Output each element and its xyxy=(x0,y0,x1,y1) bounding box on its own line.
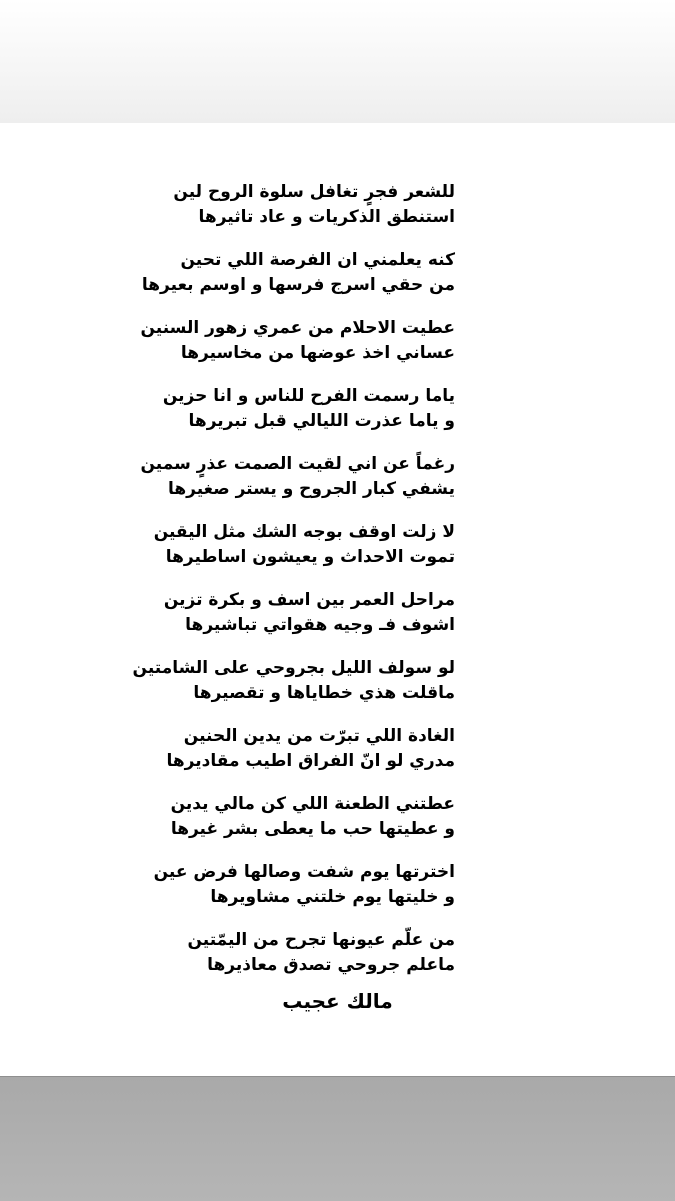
poem-line: اخترتها يوم شفت وصالها فرض عين xyxy=(153,862,455,882)
poem-line: كنه يعلمني ان الفرصة اللي تحين xyxy=(180,250,455,270)
poem-page xyxy=(0,123,675,1076)
stanza-10 xyxy=(135,792,455,860)
poem-line: ياما رسمت الفرح للناس و انا حزين xyxy=(162,386,455,406)
poem-line: مراحل العمر بين اسف و بكرة تزين xyxy=(163,590,455,610)
poem-line: من علّم عيونها تجرح من اليمّتين xyxy=(187,930,455,950)
stanza-4 xyxy=(135,384,455,452)
poem-line: و ياما عذرت الليالي قبل تبريرها xyxy=(188,411,455,431)
stanza-9 xyxy=(135,724,455,792)
stanza-7 xyxy=(135,588,455,656)
stanza-6 xyxy=(135,520,455,588)
stanza-5 xyxy=(135,452,455,520)
poem-body xyxy=(132,180,455,996)
poem-line: لا زلت اوقف بوجه الشك مثل اليقين xyxy=(153,522,455,542)
poem-line: ماعلم جروحي تصدق معاذيرها xyxy=(207,955,455,975)
poem-line: استنطق الذكريات و عاد تاثيرها xyxy=(198,207,455,227)
poem-line: الغادة اللي تبرّت من يدين الحنين xyxy=(183,726,455,746)
poem-line: عطيت الاحلام من عمري زهور السنين xyxy=(140,318,455,338)
poem-line: مدري لو انّ الفراق اطيب مقاديرها xyxy=(166,751,455,771)
poem-line: اشوف فـ وجيه هقواتي تباشيرها xyxy=(185,615,455,635)
poem-line: تموت الاحداث و يعيشون اساطيرها xyxy=(165,547,455,567)
poem-line: ماقلت هذي خطاياها و تقصيرها xyxy=(193,683,455,703)
poem-line: و خليتها يوم خلتني مشاويرها xyxy=(210,887,455,907)
poem-line: عساني اخذ عوضها من مخاسيرها xyxy=(180,343,455,363)
stanza-12 xyxy=(135,928,455,996)
stanza-2 xyxy=(135,248,455,316)
poem-line: يشفي كبار الجروح و يستر صغيرها xyxy=(167,479,455,499)
stanza-3 xyxy=(135,316,455,384)
poem-line: و عطيتها حب ما يعطى بشر غيرها xyxy=(170,819,455,839)
stanza-8 xyxy=(132,656,455,724)
poem-line: لو سولف الليل بجروحي على الشامتين xyxy=(132,658,455,678)
stanza-11 xyxy=(135,860,455,928)
poem-line: رغماً عن اني لقيت الصمت عذرٍ سمين xyxy=(140,454,455,474)
top-overlay-bar xyxy=(0,0,675,123)
bottom-overlay-bar xyxy=(0,1076,675,1201)
poem-line: للشعر فجرٍ تغافل سلوة الروح لين xyxy=(173,182,455,202)
poem-line: عطتني الطعنة اللي كن مالي يدين xyxy=(170,794,455,814)
poet-signature: مالك عجيب xyxy=(282,989,393,1013)
poem-line: من حقي اسرج فرسها و اوسم بعيرها xyxy=(141,275,455,295)
stanza-1 xyxy=(135,180,455,248)
